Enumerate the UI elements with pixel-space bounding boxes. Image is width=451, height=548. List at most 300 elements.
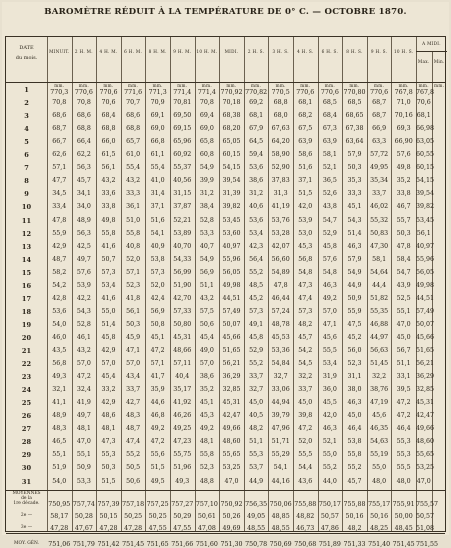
value-cell: 43,8: [322, 203, 337, 211]
value-cell: 69,2: [249, 99, 264, 107]
value-cell: 54,0: [52, 477, 67, 485]
value-cell: 37,87: [173, 203, 192, 211]
value-cell: 36,29: [416, 373, 435, 381]
value-cell: 55,2: [347, 464, 362, 472]
value-cell: 56,63: [370, 347, 389, 354]
value-cell: 54,8: [322, 268, 337, 276]
value-cell: 49,5: [150, 477, 165, 485]
value-cell: 770,6: [320, 89, 339, 96]
value-cell: 35,34: [370, 177, 389, 185]
value-cell: 65,05: [222, 138, 241, 146]
value-cell: 48,3: [126, 412, 141, 420]
value-cell: 55,2: [249, 360, 264, 368]
value-cell: 56,05: [222, 268, 241, 276]
value-cell: 57,9: [347, 255, 362, 263]
value-cell: 45,0: [249, 399, 264, 407]
value-cell: 63,3: [372, 138, 387, 146]
value-cell: 51,1: [249, 438, 264, 446]
value-cell: 62,2: [76, 151, 91, 159]
value-cell: 34,1: [76, 190, 91, 198]
value-cell: 42,0: [322, 412, 337, 420]
value-cell: 55,8: [199, 451, 214, 459]
decade-value: 757,39: [97, 500, 120, 508]
value-cell: 57,3: [101, 268, 116, 276]
value-cell: 70,8: [199, 99, 214, 107]
decade-value: 756,35: [245, 500, 268, 508]
value-cell: 55,35: [370, 307, 389, 315]
value-cell: 57,1: [150, 360, 165, 368]
value-cell: 35,2: [396, 177, 411, 185]
value-cell: 54,8: [298, 268, 313, 276]
value-cell: 50,83: [370, 229, 389, 237]
value-cell: 36,1: [126, 203, 141, 211]
unit-label: mm.: [251, 83, 262, 88]
value-cell: 41,8: [126, 294, 141, 302]
value-cell: 55,2: [249, 268, 264, 276]
value-cell: 63,9: [322, 138, 337, 146]
value-cell: 65,96: [173, 138, 192, 146]
value-cell: 39,82: [222, 203, 241, 211]
column-header: 9 H. S.: [370, 49, 388, 54]
value-cell: 60,15: [416, 164, 435, 172]
value-cell: 57,1: [126, 268, 141, 276]
value-cell: 56,21: [222, 360, 241, 368]
value-cell: 55,3: [396, 438, 411, 446]
value-cell: 49,66: [416, 425, 435, 433]
value-cell: 52,9: [322, 229, 337, 237]
value-cell: 53,4: [249, 229, 264, 237]
value-cell: 45,4: [101, 373, 116, 381]
unit-label: mm.: [434, 83, 445, 88]
value-cell: 52,0: [126, 255, 141, 263]
value-cell: 61,1: [150, 151, 165, 159]
value-cell: 53,4: [322, 360, 337, 368]
value-cell: 56,0: [347, 347, 362, 354]
value-cell: 42,3: [249, 242, 264, 250]
value-cell: 33,4: [52, 203, 67, 211]
value-cell: 48,60: [222, 438, 241, 446]
value-cell: 55,0: [101, 307, 116, 315]
value-cell: 40,6: [249, 203, 264, 211]
unit-label: mm.: [54, 83, 65, 88]
value-cell: 55,3: [249, 451, 264, 459]
value-cell: 55,32: [370, 216, 389, 224]
value-cell: 56,4: [249, 255, 264, 263]
value-cell: 35,17: [173, 386, 192, 394]
value-cell: 50,3: [347, 164, 362, 172]
decade-value: 48,82: [296, 512, 315, 520]
value-cell: 32,2: [372, 373, 387, 381]
value-cell: 63,64: [345, 138, 364, 146]
value-cell: 56,05: [416, 268, 435, 276]
value-cell: 57,0: [126, 360, 141, 368]
value-cell: 44,97: [370, 333, 389, 341]
value-cell: 41,6: [101, 242, 116, 250]
value-cell: 67,5: [298, 125, 313, 133]
value-cell: 47,96: [271, 425, 290, 433]
monthly-value: 751,65: [146, 540, 169, 548]
value-cell: 55,8: [347, 451, 362, 459]
value-cell: 771,4: [173, 89, 192, 96]
value-cell: 54,15: [416, 177, 435, 185]
decade-value: 50,28: [74, 512, 93, 520]
value-cell: 38,6: [199, 373, 214, 381]
value-cell: 53,3: [199, 229, 214, 237]
value-cell: 70,8: [52, 99, 67, 107]
day-number: 12: [21, 229, 32, 238]
value-cell: 49,2: [150, 425, 165, 433]
value-cell: 47,4: [298, 294, 313, 302]
value-cell: 31,1: [347, 373, 362, 381]
value-cell: 32,7: [249, 386, 264, 394]
value-cell: 50,6: [126, 477, 141, 485]
value-cell: 56,8: [52, 360, 67, 368]
value-cell: 55,19: [370, 451, 389, 459]
value-cell: 47,8: [396, 242, 411, 250]
rows-end-rule: [6, 490, 445, 491]
value-cell: 42,0: [298, 203, 313, 211]
decade-value: 50,26: [222, 512, 241, 520]
decade-value: 757,25: [146, 500, 169, 508]
value-cell: 69,3: [396, 125, 411, 133]
value-cell: 49,1: [249, 320, 264, 328]
value-cell: 49,8: [396, 164, 411, 172]
unit-label: mm.: [226, 83, 237, 88]
value-cell: 33,7: [298, 386, 313, 394]
value-cell: 58,1: [322, 151, 337, 159]
value-cell: 47,2: [150, 347, 165, 354]
value-cell: 52,0: [150, 281, 165, 289]
value-cell: 53,28: [271, 229, 290, 237]
value-cell: 41,92: [173, 399, 192, 407]
value-cell: 35,3: [347, 177, 362, 185]
decade-value: 48,2: [347, 524, 362, 532]
value-cell: 55,3: [101, 451, 116, 459]
day-number: 16: [21, 281, 32, 290]
value-cell: 33,8: [101, 203, 116, 211]
value-cell: 33,1: [396, 373, 411, 381]
value-cell: 770,92: [220, 89, 243, 96]
unit-label: mm.: [324, 83, 335, 88]
value-cell: 69,4: [199, 112, 214, 120]
value-cell: 41,1: [52, 399, 67, 407]
decade-value: 757,74: [72, 500, 95, 508]
decade-value: 48,55: [271, 524, 290, 532]
day-number: 7: [24, 164, 29, 173]
value-cell: 42,8: [52, 294, 67, 302]
value-cell: 68,65: [345, 112, 364, 120]
unit-label: mm.: [300, 83, 311, 88]
value-cell: 45,2: [249, 294, 264, 302]
value-cell: 32,85: [416, 386, 435, 394]
unit-label: mm.: [374, 83, 385, 88]
value-cell: 32,1: [52, 386, 67, 394]
value-cell: 31,15: [173, 190, 192, 198]
value-cell: 65,8: [199, 138, 214, 146]
value-cell: 60,8: [199, 151, 214, 159]
value-cell: 42,4: [150, 294, 165, 302]
value-cell: 767,8: [416, 89, 435, 96]
value-cell: 50,07: [416, 320, 435, 328]
value-cell: 40,9: [150, 242, 165, 250]
value-cell: 33,7: [126, 386, 141, 394]
unit-label: mm.: [103, 83, 114, 88]
value-cell: 55,5: [322, 347, 337, 354]
value-cell: 770,3: [50, 89, 69, 96]
decade-value: 48,45: [394, 524, 413, 532]
value-cell: 61,5: [101, 151, 116, 159]
value-cell: 46,3: [347, 399, 362, 407]
value-cell: 52,21: [173, 216, 192, 224]
value-cell: 51,4: [101, 320, 116, 328]
value-cell: 39,9: [199, 177, 214, 185]
value-cell: 53,9: [76, 281, 91, 289]
value-cell: 43,6: [298, 477, 313, 485]
day-number: 23: [21, 373, 32, 382]
value-cell: 67,38: [345, 125, 364, 133]
value-cell: 52,5: [396, 294, 411, 302]
column-header: 3 H. S.: [272, 49, 289, 54]
decade-value: 47,55: [173, 524, 192, 532]
day-number: 13: [21, 242, 32, 251]
value-cell: 54,9: [199, 255, 214, 263]
value-cell: 56,21: [416, 360, 435, 368]
value-cell: 44,51: [222, 294, 241, 302]
value-cell: 46,4: [347, 425, 362, 433]
value-cell: 68,1: [298, 99, 313, 107]
value-cell: 51,6: [298, 164, 313, 172]
barometer-table: [5, 36, 446, 548]
value-cell: 48,0: [372, 477, 387, 485]
decade-label: 2e —: [20, 512, 33, 518]
value-cell: 68,6: [52, 112, 67, 120]
decade-label: 3e —: [20, 524, 33, 530]
value-cell: 50,6: [199, 320, 214, 328]
value-cell: 55,65: [222, 451, 241, 459]
decade-value: 755,17: [368, 500, 391, 508]
value-cell: 43,9: [396, 281, 411, 289]
value-cell: 66,8: [150, 138, 165, 146]
value-cell: 48,1: [76, 425, 91, 433]
value-cell: 49,98: [222, 281, 241, 289]
value-cell: 33,3: [347, 190, 362, 198]
value-cell: 55,96: [222, 255, 241, 263]
value-cell: 40,5: [249, 412, 264, 420]
value-cell: 48,0: [396, 477, 411, 485]
table-sheet: [2, 2, 449, 548]
value-cell: 38,6: [249, 177, 264, 185]
value-cell: 52,1: [322, 438, 337, 446]
decade-value: 50,57: [320, 512, 339, 520]
value-cell: 771,4: [197, 89, 216, 96]
column-header: 6 H. S.: [321, 49, 339, 54]
value-cell: 55,4: [126, 164, 141, 172]
value-cell: 33,7: [249, 373, 264, 381]
decade-value: 51,08: [416, 524, 435, 532]
value-cell: 52,3: [126, 281, 141, 289]
value-cell: 48,9: [76, 216, 91, 224]
decade-value: 755,57: [416, 500, 439, 508]
value-cell: 45,31: [416, 399, 435, 407]
column-header: 2 H. S.: [247, 49, 265, 54]
value-cell: 68,1: [249, 112, 264, 120]
value-cell: 56,9: [150, 307, 165, 315]
day-number: 24: [21, 386, 32, 395]
value-cell: 47,30: [370, 242, 389, 250]
value-cell: 57,3: [298, 307, 313, 315]
value-cell: 48,5: [249, 281, 264, 289]
value-cell: 68,0: [273, 112, 288, 120]
value-cell: 53,8: [150, 255, 165, 263]
value-cell: 44,51: [416, 294, 435, 302]
value-cell: 55,3: [396, 451, 411, 459]
value-cell: 57,0: [322, 307, 337, 315]
value-cell: 70,18: [222, 99, 241, 107]
value-cell: 57,5: [199, 307, 214, 315]
value-cell: 53,7: [249, 464, 264, 472]
value-cell: 57,24: [271, 307, 290, 315]
unit-label: mm.: [398, 83, 409, 88]
value-cell: 42,2: [76, 294, 91, 302]
decade-value: 50,00: [394, 512, 413, 520]
unit-label: mm.: [275, 83, 286, 88]
value-cell: 42,70: [173, 294, 192, 302]
decade-value: 755,88: [343, 500, 366, 508]
value-cell: 42,47: [416, 412, 435, 420]
value-cell: 51,0: [126, 216, 141, 224]
value-cell: 43,2: [76, 347, 91, 354]
value-cell: 33,6: [101, 190, 116, 198]
value-cell: 48,8: [199, 477, 214, 485]
value-cell: 48,7: [52, 255, 67, 263]
value-cell: 45,1: [150, 333, 165, 341]
value-cell: 66,98: [416, 125, 435, 133]
value-cell: 54,0: [52, 320, 67, 328]
value-cell: 49,7: [76, 412, 91, 420]
value-cell: 45,3: [199, 412, 214, 420]
value-cell: 47,2: [150, 438, 165, 446]
decades-label: MOYENNES: [12, 490, 41, 496]
value-cell: 70,8: [76, 99, 91, 107]
day-number: 9: [24, 190, 29, 199]
day-number: 2: [24, 99, 29, 108]
value-cell: 45,53: [271, 333, 290, 341]
value-cell: 51,1: [396, 360, 411, 368]
value-cell: 52,8: [199, 216, 214, 224]
decade-value: 50,57: [416, 512, 435, 520]
value-cell: 40,70: [173, 242, 192, 250]
value-cell: 70,9: [150, 99, 165, 107]
value-cell: 55,2: [126, 451, 141, 459]
value-cell: 31,2: [199, 190, 214, 198]
value-cell: 53,6: [52, 307, 67, 315]
value-cell: 56,8: [298, 255, 313, 263]
value-cell: 68,6: [76, 112, 91, 120]
value-cell: 68,7: [372, 112, 387, 120]
date-header: DATE: [19, 45, 34, 51]
value-cell: 31,2: [249, 190, 264, 198]
value-cell: 50,3: [126, 320, 141, 328]
value-cell: 40,7: [199, 242, 214, 250]
value-cell: 47,7: [52, 177, 67, 185]
value-cell: 55,9: [52, 229, 67, 237]
value-cell: 45,8: [322, 242, 337, 250]
value-cell: 55,9: [347, 307, 362, 315]
value-cell: 69,1: [150, 112, 165, 120]
value-cell: 44,9: [347, 281, 362, 289]
value-cell: 52,0: [298, 438, 313, 446]
column-header: 10 H. M.: [196, 49, 218, 54]
value-cell: 51,1: [199, 281, 214, 289]
column-header: 8 H. S.: [346, 49, 363, 54]
value-cell: 60,15: [222, 151, 241, 159]
value-cell: 42,9: [101, 347, 116, 354]
value-cell: 45,8: [249, 333, 264, 341]
monthly-value: 751,79: [72, 540, 95, 548]
value-cell: 35,2: [199, 386, 214, 394]
day-number: 10: [21, 203, 32, 212]
value-cell: 67,9: [249, 125, 264, 133]
value-cell: 68,4: [101, 112, 116, 120]
value-cell: 40,8: [126, 242, 141, 250]
value-cell: 56,9: [199, 268, 214, 276]
value-cell: 41,9: [76, 399, 91, 407]
value-cell: 40,4: [175, 373, 190, 381]
value-cell: 52,3: [347, 360, 362, 368]
value-cell: 70,6: [416, 99, 431, 107]
decade-value: 757,10: [195, 500, 218, 508]
monthly-value: 750,78: [245, 540, 268, 548]
decade-value: 49,05: [247, 512, 266, 520]
value-cell: 48,6: [101, 412, 116, 420]
value-cell: 770,6: [296, 89, 315, 96]
decade-value: 46,73: [296, 524, 315, 532]
decade-value: 50,25: [148, 512, 167, 520]
value-cell: 53,0: [298, 229, 313, 237]
value-cell: 54,63: [370, 438, 389, 446]
value-cell: 52,1: [322, 164, 337, 172]
monthly-value: 751,45: [392, 540, 415, 548]
day-number: 22: [21, 360, 32, 369]
unit-label: mm.: [418, 83, 429, 88]
value-cell: 47,0: [224, 477, 239, 485]
value-cell: 54,1: [150, 229, 165, 237]
value-cell: 45,2: [347, 333, 362, 341]
value-cell: 47,8: [52, 216, 67, 224]
decades-end-rule: [6, 533, 445, 534]
value-cell: 45,31: [173, 333, 192, 341]
value-cell: 57,6: [396, 151, 411, 159]
decade-value: 47,08: [197, 524, 216, 532]
value-cell: 68,38: [222, 112, 241, 120]
value-cell: 68,5: [347, 99, 362, 107]
value-cell: 63,05: [416, 138, 435, 146]
value-cell: 49,25: [173, 425, 192, 433]
value-cell: 53,25: [416, 464, 435, 472]
value-cell: 51,65: [416, 347, 435, 354]
value-cell: 55,1: [76, 451, 91, 459]
value-cell: 57,1: [52, 164, 67, 172]
value-cell: 66,4: [76, 138, 91, 146]
value-cell: 46,0: [52, 333, 67, 341]
value-cell: 54,84: [271, 360, 290, 368]
decade-value: 47,55: [148, 524, 167, 532]
value-cell: 55,8: [101, 229, 116, 237]
value-cell: 37,1: [298, 177, 313, 185]
value-cell: 42,9: [101, 399, 116, 407]
value-cell: 47,2: [396, 412, 411, 420]
value-cell: 57,3: [249, 307, 264, 315]
